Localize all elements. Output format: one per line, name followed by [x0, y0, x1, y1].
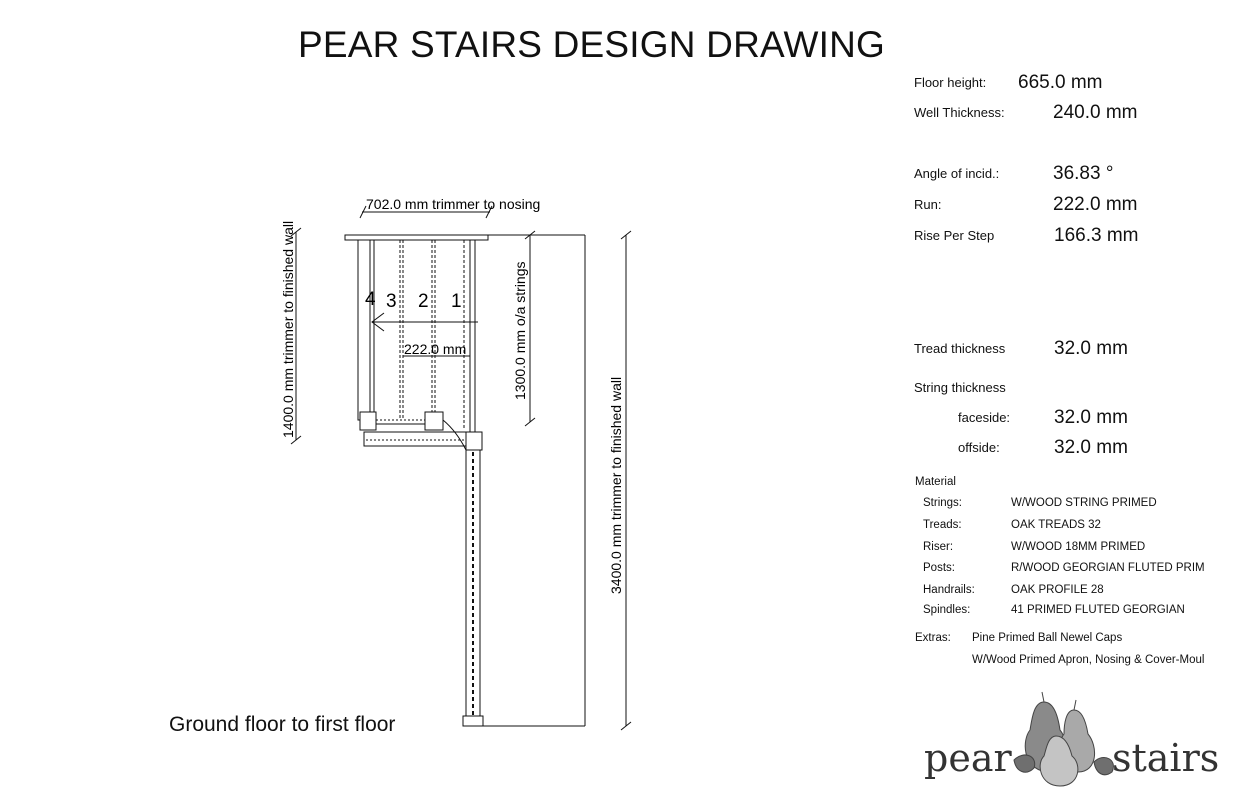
dim-top-label: 702.0 mm trimmer to nosing: [366, 196, 541, 212]
balustrade-bottom: [364, 432, 466, 446]
trimmer-board: [345, 235, 488, 240]
material-value: OAK TREADS 32: [1011, 519, 1101, 531]
logo-word-stairs: stairs: [1112, 736, 1220, 780]
offside-value: 32.0 mm: [1054, 437, 1128, 458]
step-number: 1: [451, 291, 462, 312]
step-number: 4: [365, 289, 376, 310]
material-value: W/WOOD 18MM PRIMED: [1011, 541, 1146, 553]
faceside-value: 32.0 mm: [1054, 407, 1128, 428]
rise-value: 166.3 mm: [1054, 225, 1139, 246]
material-value: OAK PROFILE 28: [1011, 584, 1104, 596]
tread-thickness-label: Tread thickness: [914, 341, 1006, 356]
faceside-label: faceside:: [958, 410, 1011, 425]
material-label: Strings:: [923, 497, 962, 509]
floor-height-label: Floor height:: [914, 75, 987, 90]
well-thickness-value: 240.0 mm: [1053, 102, 1138, 123]
well-thickness-label: Well Thickness:: [914, 105, 1005, 120]
pear-stairs-logo: [924, 690, 1220, 790]
angle-value: 36.83 °: [1053, 163, 1114, 184]
string-left: [358, 240, 370, 420]
material-value: R/WOOD GEORGIAN FLUTED PRIM: [1011, 562, 1205, 574]
newel-post-bottom: [463, 716, 483, 726]
step-number: 3: [386, 291, 397, 312]
dim-going-label: 222.0 mm: [404, 341, 467, 357]
step-number: 2: [418, 291, 429, 312]
material-value: W/WOOD STRING PRIMED: [1011, 497, 1157, 509]
dim-oa-label: 1300.0 mm o/a strings: [512, 261, 528, 400]
material-label: Handrails:: [923, 584, 975, 596]
material-label: Treads:: [923, 519, 962, 531]
string-thickness-label: String thickness: [914, 380, 1006, 395]
material-label: Riser:: [923, 541, 954, 553]
drawing-caption: Ground floor to first floor: [169, 713, 396, 736]
pear-fruit-icon: [1004, 690, 1124, 790]
extras-item: W/Wood Primed Apron, Nosing & Cover-Moul: [972, 654, 1205, 666]
angle-label: Angle of incid.:: [914, 166, 1000, 181]
tread-thickness-value: 32.0 mm: [1054, 338, 1128, 359]
dim-right-label: 3400.0 mm trimmer to finished wall: [608, 376, 624, 594]
extras-label: Extras:: [915, 632, 951, 644]
floor-height-value: 665.0 mm: [1018, 72, 1103, 93]
material-value: 41 PRIMED FLUTED GEORGIAN: [1011, 604, 1185, 616]
newel-post-corner: [466, 432, 482, 450]
material-heading: Material: [915, 476, 956, 488]
run-label: Run:: [914, 197, 942, 212]
material-label: Spindles:: [923, 604, 971, 616]
extras-item: Pine Primed Ball Newel Caps: [972, 632, 1123, 644]
page-title: PEAR STAIRS DESIGN DRAWING: [298, 24, 885, 65]
run-value: 222.0 mm: [1053, 194, 1138, 215]
rise-label: Rise Per Step: [914, 228, 995, 243]
material-label: Posts:: [923, 562, 955, 574]
logo-word-pear: pear: [924, 736, 1012, 780]
dim-left-label: 1400.0 mm trimmer to finished wall: [280, 220, 296, 438]
newel-post-mid: [425, 412, 443, 430]
offside-label: offside:: [958, 440, 1000, 455]
newel-post-left: [360, 412, 376, 430]
